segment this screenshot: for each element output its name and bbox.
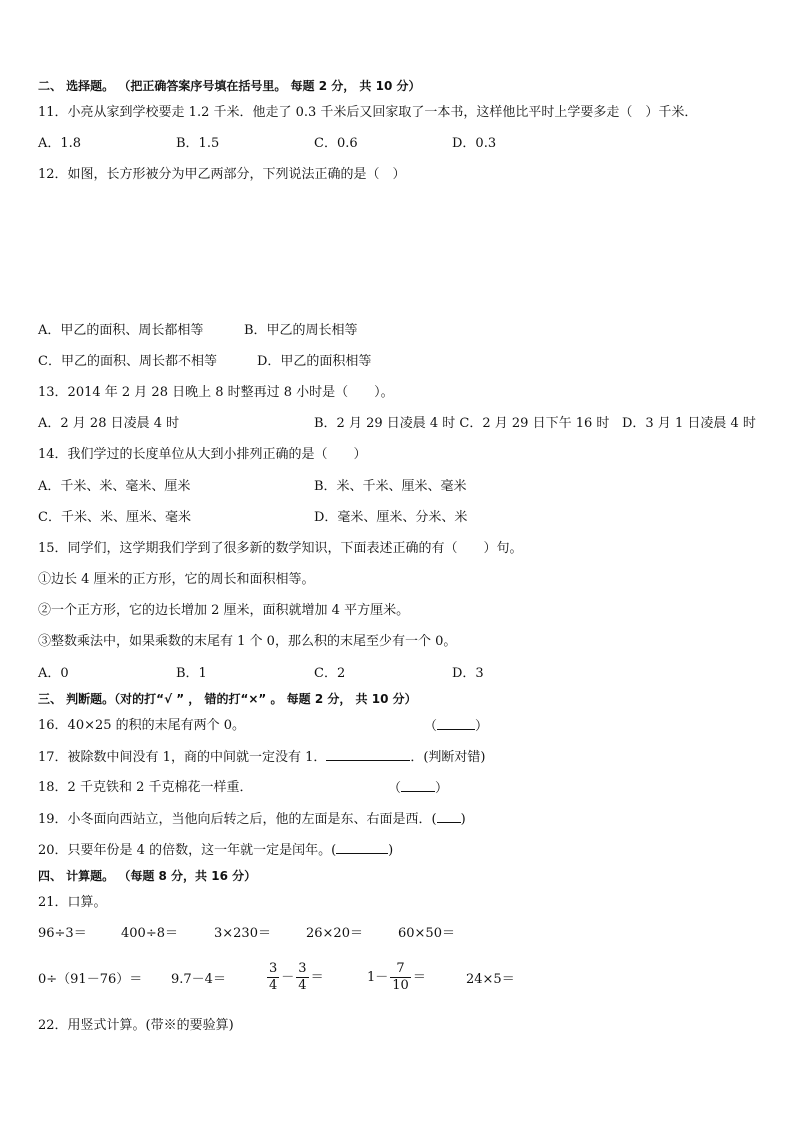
one-minus: 1－ <box>367 969 389 985</box>
fraction-denominator: 4 <box>269 978 278 993</box>
section-4-title: 四、 计算题。 （每题 8 分，共 16 分） <box>38 869 257 883</box>
q21-item-2: 400÷8＝ <box>121 926 178 941</box>
equals-sign: ＝ <box>412 969 426 985</box>
q12-option-a: A．甲乙的面积、周长都相等 <box>38 323 204 338</box>
q16-paren-close: ） <box>475 719 489 734</box>
fraction-three-fourths-2 <box>296 961 308 994</box>
q15-statement-1: ①边长 4 厘米的正方形，它的周长和面积相等。 <box>38 572 315 587</box>
section-3-title: 三、 判断题。（对的打“√ ” ， 错的打“×” 。 每题 2 分， 共 10 分） <box>38 692 417 706</box>
q12-option-d: D．甲乙的面积相等 <box>257 354 372 369</box>
q18-text: 18．2 千克铁和 2 千克棉花一样重． <box>38 780 253 795</box>
q14-option-a: A．千米、米、毫米、厘米 <box>38 479 191 494</box>
q22-stem: 22．用竖式计算。(带※的要验算) <box>38 1018 234 1033</box>
q21-item-6: 0÷（91－76）＝ <box>38 972 143 987</box>
q14-option-b: B．米、千米、厘米、毫米 <box>314 479 467 494</box>
q16-paren-open: （ <box>424 719 438 734</box>
q18-blank-line <box>401 779 435 792</box>
q13-option-a: A．2 月 28 日凌晨 4 时 <box>38 416 180 431</box>
q17-row <box>38 748 486 767</box>
q14-stem: 14．我们学过的长度单位从大到小排列正确的是（ ） <box>38 447 367 462</box>
q11-option-a: A．1.8 <box>38 136 82 151</box>
fraction-numerator: 3 <box>298 961 307 976</box>
q17-text: 17．被除数中间没有 1，商的中间就一定没有 1． <box>38 750 327 765</box>
q21-item-7: 9.7－4＝ <box>171 972 226 987</box>
fraction-seven-tenths <box>390 961 411 994</box>
q15-statement-2: ②一个正方形，它的边长增加 2 厘米，面积就增加 4 平方厘米。 <box>38 603 410 618</box>
q21-item-5: 60×50＝ <box>398 926 455 941</box>
q14-option-c: C．千米、米、厘米、毫米 <box>38 510 191 525</box>
q15-option-b: B．1 <box>176 666 207 681</box>
q21-item-9 <box>367 961 426 994</box>
q11-stem: 11．小亮从家到学校要走 1.2 千米．他走了 0.3 千米后又回家取了一本书，这样他比平时上学要多走（ ）千米． <box>38 105 698 120</box>
q12-figure-area <box>38 200 438 310</box>
q12-option-b: B．甲乙的周长相等 <box>244 323 358 338</box>
fraction-denominator: 4 <box>298 978 307 993</box>
q14-option-d: D．毫米、厘米、分米、米 <box>314 510 468 525</box>
equals-sign: ＝ <box>310 969 324 985</box>
fraction-denominator: 10 <box>392 978 409 993</box>
q11-option-c: C．0.6 <box>314 136 358 151</box>
q20-answer-blank[interactable] <box>336 841 388 854</box>
section-2-title: 二、 选择题。 （把正确答案序号填在括号里。 每题 2 分， 共 10 分） <box>38 79 421 93</box>
fraction-three-fourths <box>267 961 279 994</box>
q12-stem: 12．如图，长方形被分为甲乙两部分，下列说法正确的是（ ） <box>38 167 406 182</box>
q18-answer-blank[interactable] <box>388 779 448 798</box>
q13-option-d: D．3 月 1 日凌晨 4 时 <box>622 416 756 431</box>
q17-tail: ．(判断对错) <box>410 750 486 765</box>
q18-paren-open: （ <box>388 781 402 796</box>
q20-row <box>38 841 393 860</box>
q20-text: 20．只要年份是 4 的倍数，这一年就一定是闰年。( <box>38 843 337 858</box>
q15-statement-3: ③整数乘法中，如果乘数的末尾有 1 个 0，那么积的末尾至少有一个 0。 <box>38 634 457 649</box>
q15-option-c: C．2 <box>314 666 346 681</box>
q20-tail: ) <box>388 843 394 858</box>
q15-stem: 15．同学们，这学期我们学到了很多新的数学知识，下面表述正确的有（ ）句。 <box>38 541 523 556</box>
q19-tail: ) <box>460 812 466 827</box>
q15-option-a: A．0 <box>38 666 69 681</box>
q21-stem: 21．口算。 <box>38 895 107 910</box>
minus-sign: － <box>281 969 295 985</box>
q19-answer-blank[interactable] <box>437 810 461 823</box>
q17-answer-blank[interactable] <box>326 748 410 761</box>
q11-option-b: B．1.5 <box>176 136 220 151</box>
q12-option-c: C．甲乙的面积、周长都不相等 <box>38 354 217 369</box>
q16-blank-line <box>437 717 475 730</box>
q21-item-10: 24×5＝ <box>466 972 515 987</box>
fraction-numerator: 3 <box>269 961 278 976</box>
q19-row <box>38 810 466 829</box>
q21-item-4: 26×20＝ <box>306 926 363 941</box>
q16-text: 16．40×25 的积的末尾有两个 0。 <box>38 718 246 733</box>
q19-text: 19．小冬面向西站立，当他向后转之后，他的左面是东、右面是西．( <box>38 812 437 827</box>
q16-answer-blank[interactable] <box>424 717 488 736</box>
q13-option-bc: B．2 月 29 日凌晨 4 时 C．2 月 29 日下午 16 时 <box>314 416 610 431</box>
q18-paren-close: ） <box>435 781 449 796</box>
q21-item-3: 3×230＝ <box>214 926 271 941</box>
fraction-numerator: 7 <box>396 961 405 976</box>
q11-option-d: D．0.3 <box>452 136 497 151</box>
q21-item-1: 96÷3＝ <box>38 926 87 941</box>
q21-item-8 <box>265 961 324 994</box>
q13-stem: 13．2014 年 2 月 28 日晚上 8 时整再过 8 小时是（ ）。 <box>38 385 394 400</box>
q15-option-d: D．3 <box>452 666 484 681</box>
